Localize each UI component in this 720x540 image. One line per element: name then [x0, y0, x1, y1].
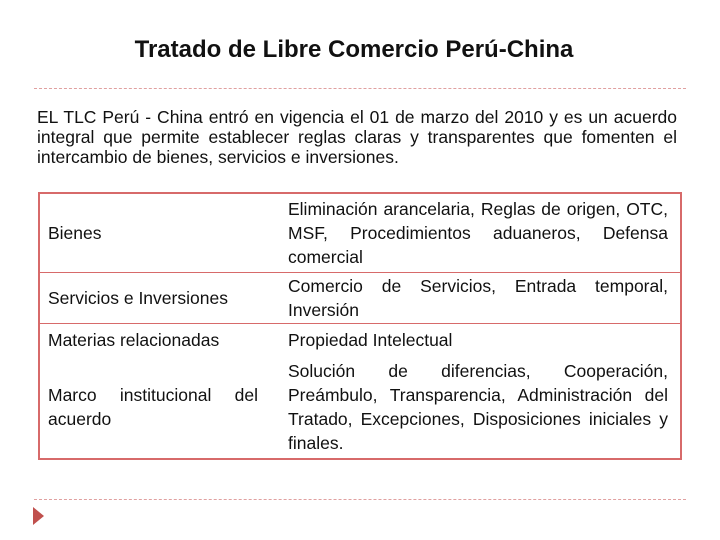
- topics-table: [38, 192, 682, 460]
- table-row: [39, 273, 681, 324]
- table-row: [39, 193, 681, 273]
- footer-divider: [34, 499, 686, 500]
- topic-cell: Bienes: [48, 223, 102, 243]
- topic-cell: Servicios e Inversiones: [39, 273, 266, 324]
- detail-cell: Eliminación arancelaria, Reglas de origen, OTC, MSF, Procedimientos aduaneros, Defensa comercial: [288, 199, 668, 267]
- intro-paragraph: [37, 107, 677, 167]
- intro-line: acuerdo integral que permite establecer reglas claras y transparentes: [37, 107, 677, 147]
- title-divider: [34, 88, 686, 89]
- intro-line: EL TLC Perú - China entró en vigencia el 01 de marzo del 2010 y es un: [37, 107, 608, 127]
- topic-cell: Marco institucional del acuerdo: [48, 385, 258, 429]
- triangle-right-icon: [33, 507, 44, 525]
- table-row: [39, 356, 681, 459]
- detail-cell: Propiedad Intelectual: [266, 324, 681, 357]
- slide-title: Tratado de Libre Comercio Perú-China: [134, 36, 574, 63]
- intro-line: que fomenten el intercambio de bienes, servicios e inversiones.: [37, 127, 677, 167]
- detail-cell: Comercio de Servicios, Entrada temporal, Inversión: [266, 273, 681, 324]
- topic-cell: Materias relacionadas: [39, 324, 266, 357]
- detail-cell: Solución de diferencias, Cooperación, Preámbulo, Transparencia, Administración del Tratado, Excepciones, Disposiciones iniciales y finales.: [288, 361, 668, 453]
- table-row: [39, 324, 681, 357]
